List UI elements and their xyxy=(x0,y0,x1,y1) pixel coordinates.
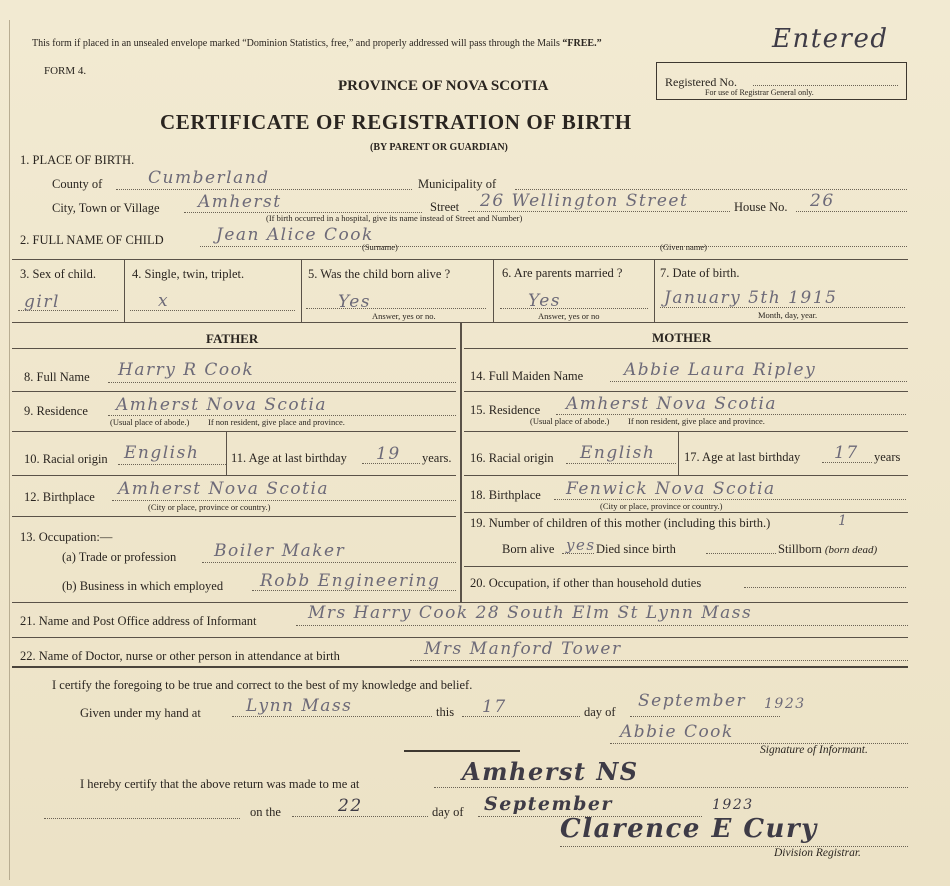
trade-value: Boiler Maker xyxy=(214,541,346,561)
father-racial-value: English xyxy=(124,443,200,463)
born-alive-value: Yes xyxy=(338,292,372,312)
city-label: City, Town or Village xyxy=(52,201,160,215)
given-under-hand-label: Given under my hand at xyxy=(80,706,201,720)
mother-birthplace-value: Fenwick Nova Scotia xyxy=(566,479,776,499)
mother-nonres-note: If non resident, give place and province. xyxy=(628,416,765,426)
informant-signature: Abbie Cook xyxy=(620,722,734,742)
mother-abode-note: (Usual place of abode.) xyxy=(530,416,610,426)
house-value: 26 xyxy=(810,191,835,211)
informant-label: 21. Name and Post Office address of Informant xyxy=(20,614,257,628)
page-title: CERTIFICATE OF REGISTRATION OF BIRTH xyxy=(160,110,632,134)
registered-box xyxy=(656,62,907,100)
father-name-value: Harry R Cook xyxy=(118,360,255,380)
sex-value: girl xyxy=(24,292,60,312)
given-name-note: (Given name) xyxy=(660,242,707,252)
father-residence-label: 9. Residence xyxy=(24,404,88,418)
father-heading: FATHER xyxy=(206,331,259,346)
father-birthplace-note: (City or place, province or country.) xyxy=(148,502,271,512)
dob-value: January 5th 1915 xyxy=(664,288,838,308)
city-value: Amherst xyxy=(198,192,282,212)
dob-note: Month, day, year. xyxy=(758,310,818,320)
mother-born-alive-label: Born alive xyxy=(502,542,555,556)
father-racial-label: 10. Racial origin xyxy=(24,452,108,466)
father-name-label: 8. Full Name xyxy=(24,370,90,384)
mother-heading: MOTHER xyxy=(652,330,712,345)
mother-occupation-label: 20. Occupation, if other than household duties xyxy=(470,576,702,590)
given-day-value: 17 xyxy=(482,697,507,717)
registrar-day-value: 22 xyxy=(338,796,363,816)
informant-value: Mrs Harry Cook 28 South Elm St Lynn Mass xyxy=(308,603,753,623)
this-label: this xyxy=(436,705,455,719)
registered-note: For use of Registrar General only. xyxy=(705,88,814,97)
born-alive-label: 5. Was the child born alive ? xyxy=(308,267,451,281)
mother-birthplace-label: 18. Birthplace xyxy=(470,488,541,502)
married-label: 6. Are parents married ? xyxy=(502,266,623,280)
mother-years-label: years xyxy=(874,450,901,464)
hospital-note: (If birth occurred in a hospital, give its name instead of Street and Number) xyxy=(266,213,523,223)
business-label: (b) Business in which employed xyxy=(62,579,224,593)
mother-racial-label: 16. Racial origin xyxy=(470,451,554,465)
stillborn-label: Stillborn (born dead) xyxy=(778,542,878,556)
place-of-birth-heading: 1. PLACE OF BIRTH. xyxy=(20,153,135,167)
child-name-label: 2. FULL NAME OF CHILD xyxy=(20,233,164,247)
mother-born-alive-value: yes xyxy=(566,536,596,554)
province-heading: PROVINCE OF NOVA SCOTIA xyxy=(338,78,549,94)
municipality-label: Municipality of xyxy=(418,177,497,191)
registrar-statement: I hereby certify that the above return was made to me at xyxy=(80,777,360,791)
business-value: Robb Engineering xyxy=(260,571,441,591)
given-day-of-label: day of xyxy=(584,705,616,719)
born-alive-note: Answer, yes or no. xyxy=(372,311,436,321)
street-label: Street xyxy=(430,200,460,214)
informant-signature-label: Signature of Informant. xyxy=(760,744,868,756)
given-place-value: Lynn Mass xyxy=(246,696,353,716)
street-value: 26 Wellington Street xyxy=(480,191,689,211)
registrar-year-value: 1923 xyxy=(712,797,754,813)
certify-statement: I certify the foregoing to be true and correct to the best of my knowledge and belief. xyxy=(52,678,473,692)
registrar-signature: Clarence E Cury xyxy=(560,814,818,844)
mother-age-value: 17 xyxy=(834,443,859,463)
father-birthplace-value: Amherst Nova Scotia xyxy=(118,479,330,499)
father-age-label: 11. Age at last birthday xyxy=(231,451,347,465)
page-subtitle: (BY PARENT OR GUARDIAN) xyxy=(370,142,508,153)
trade-label: (a) Trade or profession xyxy=(62,550,177,564)
mother-residence-label: 15. Residence xyxy=(470,403,541,417)
doctor-value: Mrs Manford Tower xyxy=(424,639,622,659)
father-age-value: 19 xyxy=(376,444,401,464)
given-month-value: September xyxy=(638,691,747,711)
child-name-value: Jean Alice Cook xyxy=(216,225,374,245)
doctor-label: 22. Name of Doctor, nurse or other person in attendance at birth xyxy=(20,649,340,663)
occupation-label: 13. Occupation:— xyxy=(20,530,113,544)
registrar-place-value: Amherst NS xyxy=(462,757,639,786)
children-count-value: 1 xyxy=(838,513,849,529)
on-the-label: on the xyxy=(250,805,281,819)
father-residence-value: Amherst Nova Scotia xyxy=(116,395,328,415)
father-abode-note: (Usual place of abode.) xyxy=(110,417,190,427)
mother-racial-value: English xyxy=(580,443,656,463)
married-note: Answer, yes or no xyxy=(538,311,600,321)
mother-age-label: 17. Age at last birthday xyxy=(684,450,801,464)
father-nonres-note: If non resident, give place and province. xyxy=(208,417,345,427)
registrar-month-value: September xyxy=(484,793,613,815)
form-number: FORM 4. xyxy=(44,65,87,77)
county-value: Cumberland xyxy=(148,168,270,188)
entered-stamp: Entered xyxy=(772,24,889,54)
married-value: Yes xyxy=(528,291,562,311)
given-year-value: 1923 xyxy=(764,696,806,712)
mother-residence-value: Amherst Nova Scotia xyxy=(566,394,778,414)
father-birthplace-label: 12. Birthplace xyxy=(24,490,95,504)
surname-note: (Surname) xyxy=(362,242,398,252)
registrar-day-of-label: day of xyxy=(432,805,464,819)
division-registrar-label: Division Registrar. xyxy=(774,847,861,859)
house-label: House No. xyxy=(734,200,788,214)
father-years-label: years. xyxy=(422,451,452,465)
registered-label: Registered No. xyxy=(665,75,737,89)
single-label: 4. Single, twin, triplet. xyxy=(132,267,245,281)
mail-notice: This form if placed in an unsealed envelope marked “Dominion Statistics, free,” and properly addressed will pass through the Mails “FREE.” xyxy=(32,38,602,49)
mother-birthplace-note: (City or place, province or country.) xyxy=(600,501,723,511)
died-since-label: Died since birth xyxy=(596,542,676,556)
county-label: County of xyxy=(52,177,103,191)
single-value: x xyxy=(158,291,170,311)
sex-label: 3. Sex of child. xyxy=(20,267,97,281)
mother-name-value: Abbie Laura Ripley xyxy=(624,360,817,380)
children-count-label: 19. Number of children of this mother (including this birth.) xyxy=(470,516,771,530)
dob-label: 7. Date of birth. xyxy=(660,266,740,280)
mother-name-label: 14. Full Maiden Name xyxy=(470,369,584,383)
